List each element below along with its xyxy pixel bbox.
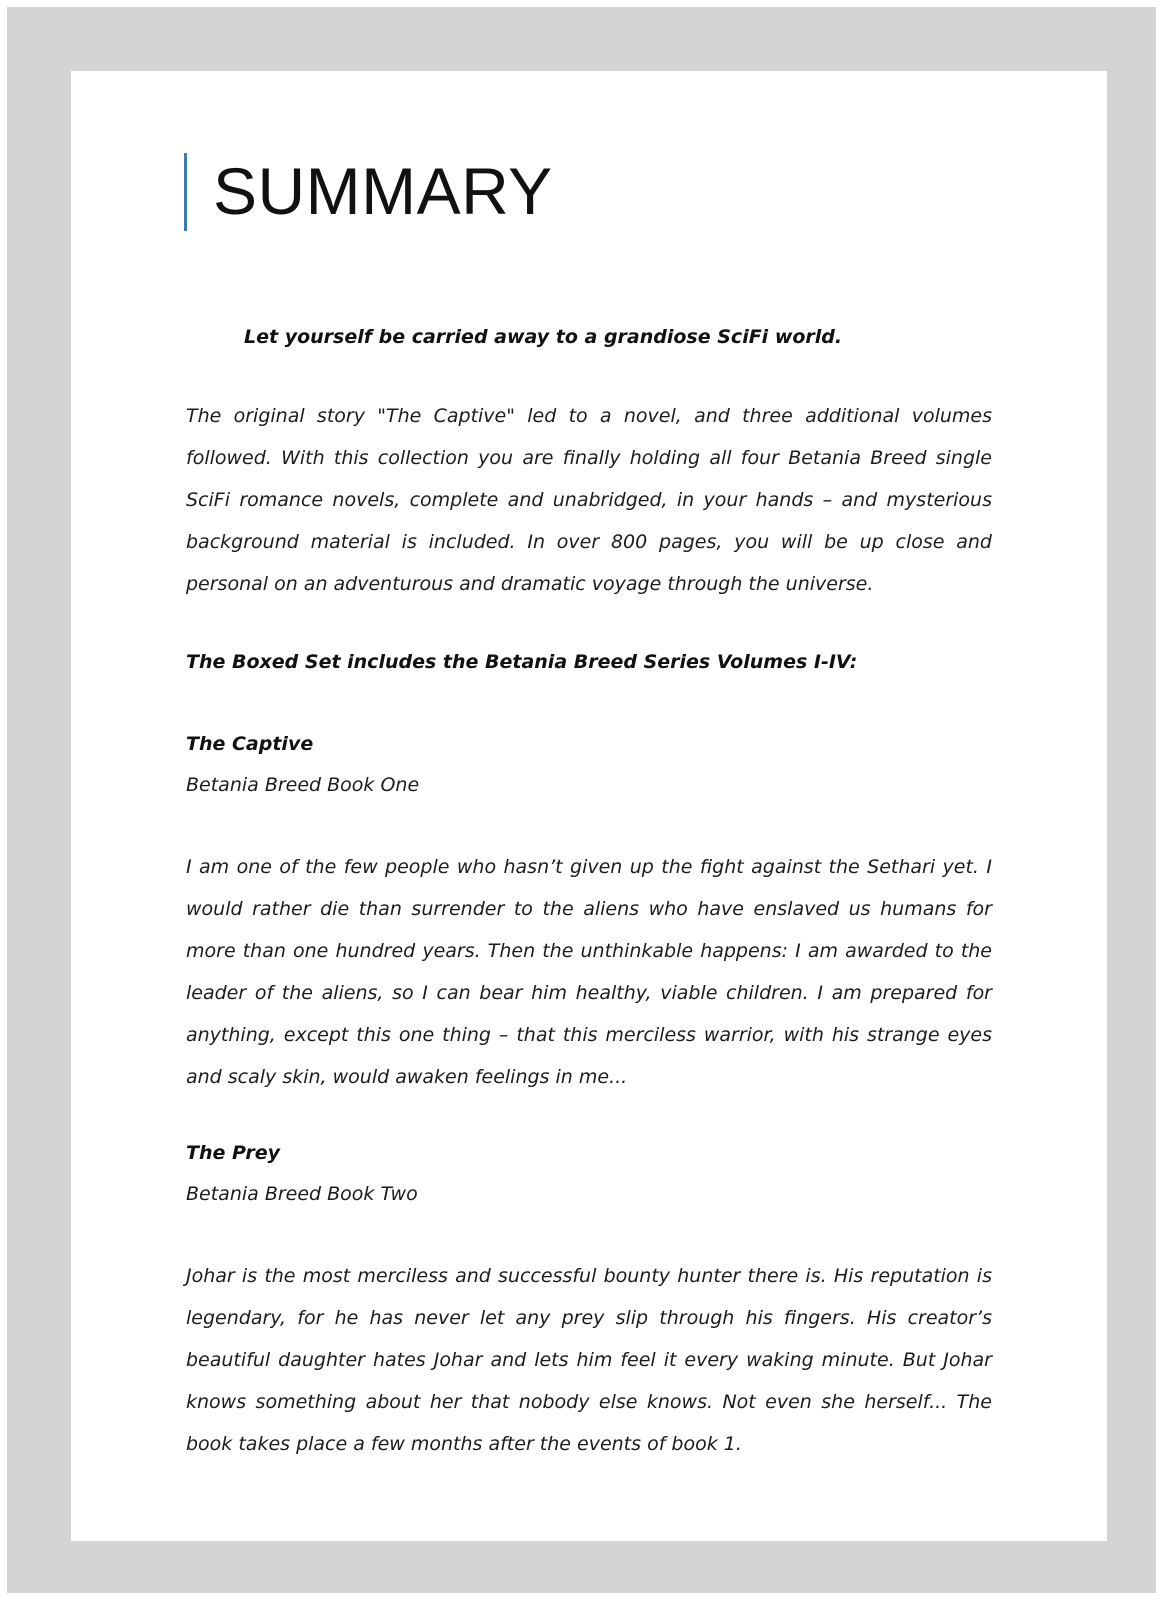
boxed-set-heading: The Boxed Set includes the Betania Breed Series Volumes I-IV: — [186, 651, 858, 673]
intro-paragraph: The original story "The Captive" led to a novel, and three additional volumes followed. With this collection you are finally holding all four Betania Breed single SciFi romance novels, complete and unabridged, in your hands – and mysterious background material is included. In over 800 pages, you will be up close and personal on an adventurous and dramatic voyage through the universe. — [186, 405, 992, 595]
page-title: SUMMARY — [213, 154, 553, 228]
title-accent-bar — [184, 153, 187, 231]
book-subtitle: Betania Breed Book Two — [186, 1183, 418, 1205]
book-title: The Prey — [186, 1142, 280, 1164]
document-page — [71, 71, 1107, 1541]
book-title: The Captive — [186, 733, 314, 755]
book-description: I am one of the few people who hasn’t given up the fight against the Sethari yet. I would rather die than surrender to the aliens who have enslaved us humans for more than one hundred years. Then the unthinkable happens: I am awarded to the leader of the aliens, so I can bear him healthy, viable children. I am prepared for anything, except this one thing – that this merciless warrior, with his strange eyes and scaly skin, would awaken feelings in me... — [186, 856, 992, 1088]
book-description: Johar is the most merciless and successful bounty hunter there is. His reputation is legendary, for he has never let any prey slip through his fingers. His creator’s beautiful daughter hates Johar and lets him feel it every waking minute. But Johar knows something about her that nobody else knows. Not even she herself... The book takes place a few months after the events of book 1. — [186, 1265, 992, 1455]
tagline: Let yourself be carried away to a grandiose SciFi world. — [244, 326, 843, 348]
book-subtitle: Betania Breed Book One — [186, 774, 420, 796]
page-frame — [7, 7, 1156, 1593]
